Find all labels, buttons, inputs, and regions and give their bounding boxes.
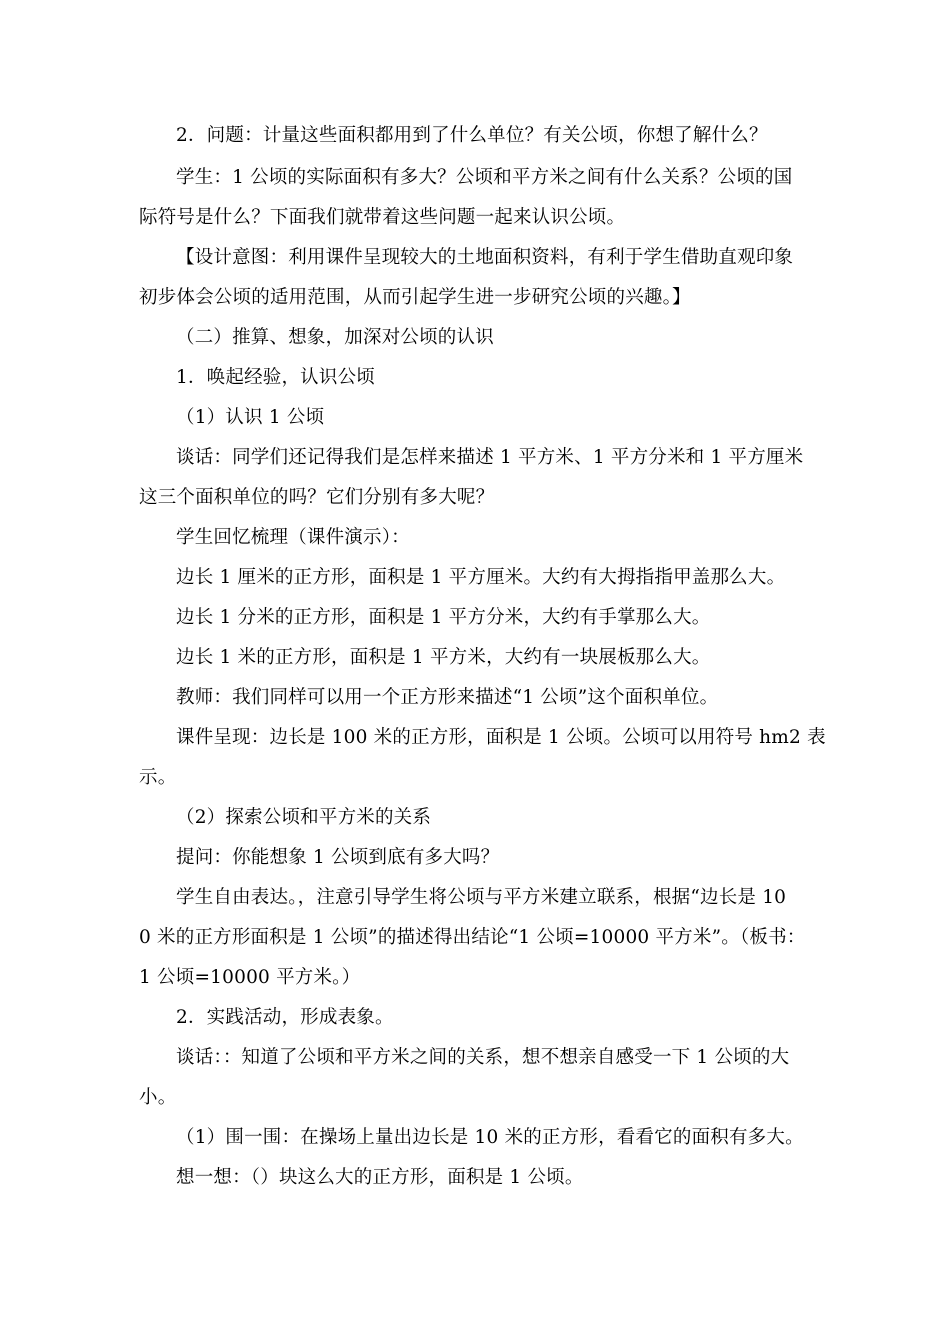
text-line: 际符号是什么？下面我们就带着这些问题一起来认识公顷。 [139, 207, 626, 228]
text-line: 0 米的正方形面积是 1 公顷”的描述得出结论“1 公顷=10000 平方米”。（板书： [139, 927, 806, 948]
text-line: 这三个面积单位的吗？它们分别有多大呢？ [139, 487, 495, 508]
text-line: 1 公顷=10000 平方米。） [139, 967, 361, 988]
text-line: 课件呈现：边长是 100 米的正方形，面积是 1 公顷。公顷可以用符号 hm2 表 [176, 727, 826, 748]
text-line: 谈话：同学们还记得我们是怎样来描述 1 平方米、1 平方分米和 1 平方厘米 [176, 447, 804, 468]
subsection-heading: 1．唤起经验，认识公顷 [176, 367, 375, 388]
text-line: 边长 1 厘米的正方形，面积是 1 平方厘米。大约有大拇指指甲盖那么大。 [176, 567, 786, 588]
text-line: 初步体会公顷的适用范围，从而引起学生进一步研究公顷的兴趣。】 [139, 287, 691, 308]
text-line: 想一想：（）块这么大的正方形，面积是 1 公顷。 [176, 1167, 584, 1188]
section-heading: （二）推算、想象，加深对公顷的认识 [176, 327, 494, 348]
subsection-heading: （1）认识 1 公顷 [176, 407, 325, 428]
text-line: 示。 [139, 767, 177, 788]
text-line: 2．问题：计量这些面积都用到了什么单位？有关公顷，你想了解什么？ [176, 125, 768, 146]
text-line: 学生：1 公顷的实际面积有多大？公顷和平方米之间有什么关系？公顷的国 [176, 167, 793, 188]
subsection-heading: （2）探索公顷和平方米的关系 [176, 807, 432, 828]
text-line: （1）围一围：在操场上量出边长是 10 米的正方形，看看它的面积有多大。 [176, 1127, 804, 1148]
text-line: 学生回忆梳理（课件演示）： [176, 527, 410, 548]
text-line: 学生自由表达。，注意引导学生将公顷与平方米建立联系，根据“边长是 10 [176, 887, 787, 908]
text-line: 【设计意图：利用课件呈现较大的土地面积资料，有利于学生借助直观印象 [176, 247, 794, 268]
text-line: 教师：我们同样可以用一个正方形来描述“1 公顷”这个面积单位。 [176, 687, 719, 708]
text-line: 谈话：：知道了公顷和平方米之间的关系，想不想亲自感受一下 1 公顷的大 [176, 1047, 790, 1068]
subsection-heading: 2．实践活动，形成表象。 [176, 1007, 394, 1028]
text-line: 提问：你能想象 1 公顷到底有多大吗？ [176, 847, 500, 868]
text-line: 边长 1 米的正方形，面积是 1 平方米，大约有一块展板那么大。 [176, 647, 711, 668]
text-line: 小。 [139, 1087, 177, 1108]
text-line: 边长 1 分米的正方形，面积是 1 平方分米，大约有手掌那么大。 [176, 607, 711, 628]
